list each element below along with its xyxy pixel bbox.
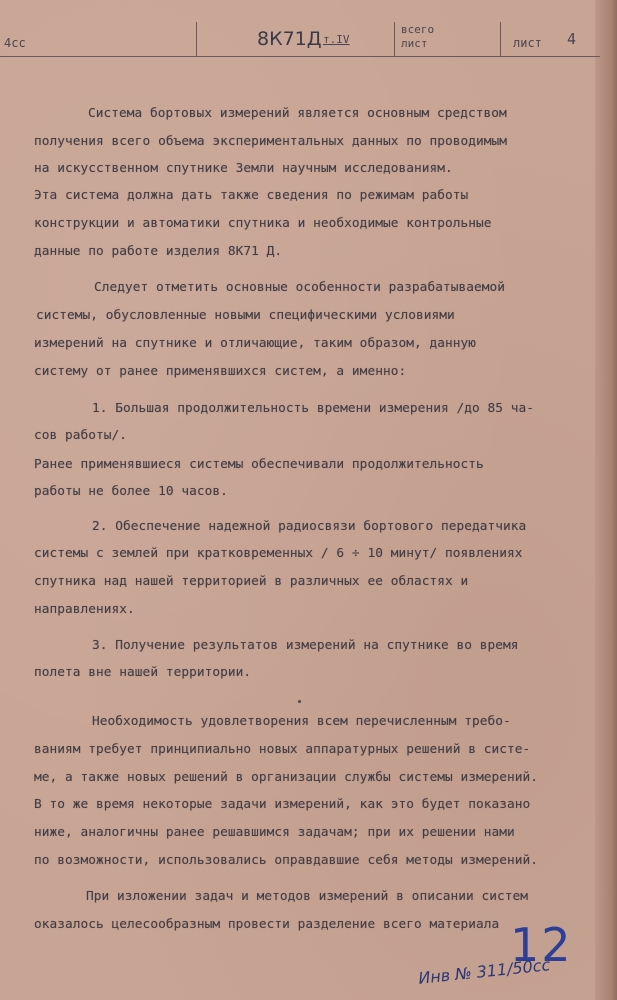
text-line: направлениях. bbox=[34, 602, 135, 617]
text-line: ниже, аналогичны ранее решавшимся задачам; при их решении нами bbox=[34, 825, 515, 840]
text-line: Следует отметить основные особенности разрабатываемой bbox=[94, 280, 505, 295]
text-line: При изложении задач и методов измерений в описании систем bbox=[86, 889, 528, 904]
page-number-stamp: 12 bbox=[510, 918, 573, 972]
header-cell-product bbox=[196, 22, 395, 56]
text-line: оказалось целесообразным провести разделение всего материала bbox=[34, 917, 500, 932]
text-line: на искусственном спутнике Земли научным исследованиям. bbox=[34, 161, 453, 176]
page-edge-shadow bbox=[595, 0, 617, 1000]
text-line: конструкции и автоматики спутника и необходимые контрольные bbox=[34, 216, 492, 231]
text-line: по возможности, использовались оправдавшие себя методы измерений. bbox=[34, 853, 539, 868]
text-line: Необходимость удовлетворения всем перечисленным требо- bbox=[92, 714, 511, 729]
volume-label: т.IV bbox=[323, 33, 350, 46]
text-line: системы, обусловленные новыми специфическими условиями bbox=[36, 308, 455, 323]
text-line: полета вне нашей территории. bbox=[34, 665, 252, 680]
header-table bbox=[0, 22, 600, 57]
classification-code: 4сс bbox=[4, 36, 26, 50]
text-line: 2. Обеспечение надежной радиосвязи бортового передатчика bbox=[92, 519, 527, 534]
text-line: Система бортовых измерений является основным средством bbox=[88, 106, 507, 121]
text-line: сов работы/. bbox=[34, 428, 128, 443]
product-designation: 8К71Д bbox=[257, 28, 322, 50]
header-cell-total bbox=[394, 22, 501, 56]
text-line: данные по работе изделия 8К71 Д. bbox=[34, 244, 283, 259]
text-line: измерений на спутнике и отличающие, таким образом, данную bbox=[34, 336, 476, 351]
text-line: 3. Получение результатов измерений на спутнике во время bbox=[92, 638, 519, 653]
total-label-line2: лист bbox=[401, 37, 428, 50]
sheet-label: лист bbox=[513, 36, 542, 50]
ink-dot bbox=[298, 700, 301, 703]
text-line: спутника над нашей территорией в различных ее областях и bbox=[34, 574, 469, 589]
text-line: системы с землей при кратковременных / 6 ÷ 10 минут/ появлениях bbox=[34, 546, 523, 561]
text-line: работы не более 10 часов. bbox=[34, 484, 228, 499]
header-cell-code bbox=[0, 22, 196, 56]
inventory-number-stamp: Инв № 311/50сс bbox=[417, 955, 552, 988]
header-cell-sheet bbox=[500, 22, 601, 56]
text-line: 1. Большая продолжительность времени измерения /до 85 ча- bbox=[92, 401, 534, 416]
text-line: ме, а также новых решений в организации службы системы измерений. bbox=[34, 770, 539, 785]
sheet-number: 4 bbox=[567, 30, 577, 48]
total-label-line1: всего bbox=[401, 23, 435, 36]
text-line: В то же время некоторые задачи измерений, как это будет показано bbox=[34, 797, 531, 812]
text-line: получения всего объема экспериментальных данных по проводимым bbox=[34, 134, 508, 149]
text-line: систему от ранее применявшихся систем, а именно: bbox=[34, 364, 407, 379]
text-line: Эта система должна дать также сведения по режимам работы bbox=[34, 188, 469, 203]
text-line: Ранее применявшиеся системы обеспечивали продолжительность bbox=[34, 457, 484, 472]
text-line: ваниям требует принципиально новых аппаратурных решений в систе- bbox=[34, 742, 531, 757]
